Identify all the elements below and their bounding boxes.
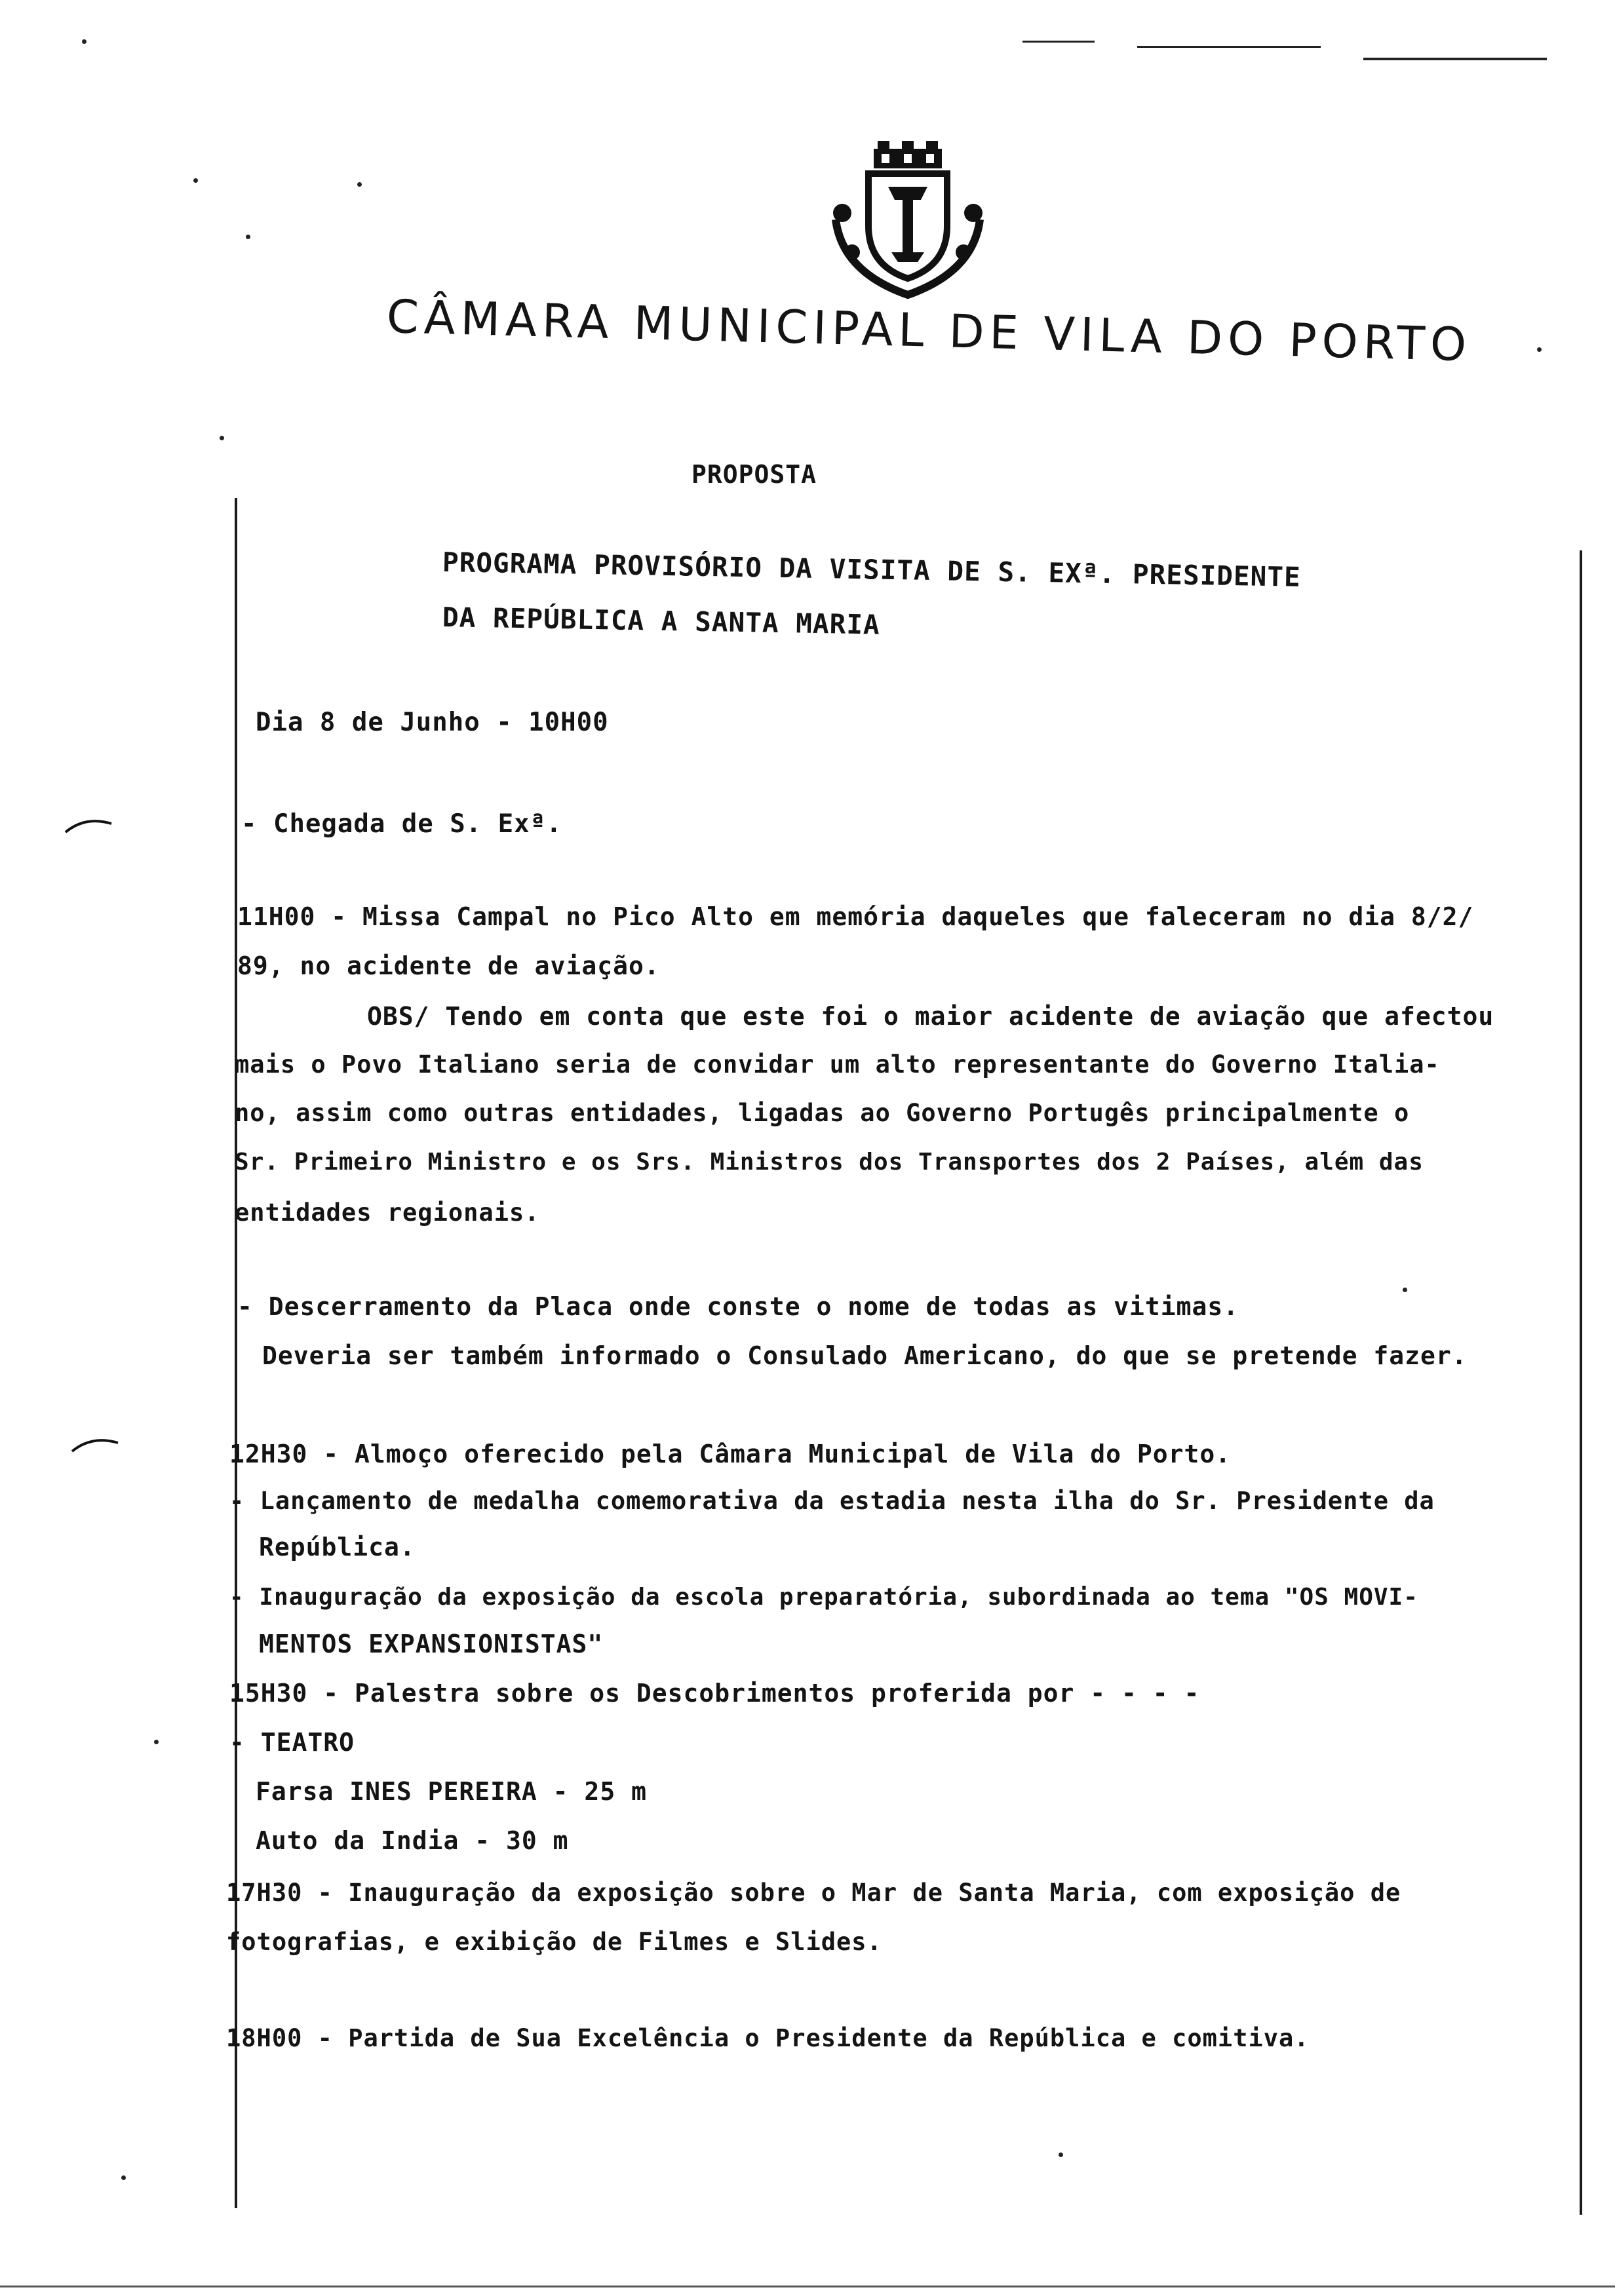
sea-exhibition-line-2: fotografias, e exibição de Filmes e Slides. xyxy=(226,1928,882,1956)
scan-speck xyxy=(357,182,362,187)
hole-punch-mark xyxy=(62,816,115,835)
scan-speck xyxy=(193,178,198,183)
program-title-line-1: PROGRAMA PROVISÓRIO DA VISITA DE S. EXª. PRESIDENTE xyxy=(442,546,1302,593)
institution-masthead: CÂMARA MUNICIPAL DE VILA DO PORTO xyxy=(385,290,1473,372)
observation-line-2: mais o Povo Italiano seria de convidar um alto representante do Governo Italia- xyxy=(235,1050,1440,1079)
observation-line-5: entidades regionais. xyxy=(235,1198,540,1227)
observation-line-3: no, assim como outras entidades, ligadas ao Governo Portugês principalmente o xyxy=(235,1099,1410,1127)
scan-speck xyxy=(220,436,224,440)
scan-speck xyxy=(121,2175,126,2180)
hole-punch-mark xyxy=(69,1435,121,1455)
medal-line-1: - Lançamento de medalha comemorativa da estadia nesta ilha do Sr. Presidente da xyxy=(229,1487,1435,1515)
municipal-coat-of-arms-icon xyxy=(823,141,993,301)
observation-line-1: OBS/ Tendo em conta que este foi o maior acidente de aviação que afectou xyxy=(367,1002,1494,1031)
scan-artifact-line xyxy=(1022,41,1095,43)
scan-speck xyxy=(246,235,250,239)
scan-speck xyxy=(1537,347,1542,352)
arrival-line: - Chegada de S. Exª. xyxy=(241,809,562,839)
scan-artifact-line xyxy=(1363,58,1547,60)
plaque-line-2: Deveria ser também informado o Consulado Americano, do que se pretende fazer. xyxy=(262,1341,1468,1370)
theatre-line: - TEATRO xyxy=(229,1728,355,1757)
auto-line: Auto da India - 30 m xyxy=(256,1826,569,1855)
departure-line: 18H00 - Partida de Sua Excelência o Presidente da República e comitiva. xyxy=(226,2024,1310,2052)
farsa-line: Farsa INES PEREIRA - 25 m xyxy=(256,1777,647,1806)
program-title-line-2: DA REPÚBLICA A SANTA MARIA xyxy=(442,602,881,641)
scan-speck xyxy=(154,1740,159,1744)
scan-speck xyxy=(1403,1288,1407,1292)
mass-line-2: 89, no acidente de aviação. xyxy=(237,951,660,980)
expo-line-2: MENTOS EXPANSIONISTAS" xyxy=(259,1630,604,1658)
right-margin-rule xyxy=(1580,550,1582,2215)
lecture-line: 15H30 - Palestra sobre os Descobrimentos proferida por - - - - xyxy=(229,1679,1200,1708)
mass-line-1: 11H00 - Missa Campal no Pico Alto em memória daqueles que faleceram no dia 8/2/ xyxy=(237,902,1474,931)
page-bottom-edge xyxy=(0,2286,1615,2287)
observation-line-4: Sr. Primeiro Ministro e os Srs. Ministros dos Transportes dos 2 Países, além das xyxy=(235,1149,1424,1176)
date-line: Dia 8 de Junho - 10H00 xyxy=(256,708,609,737)
lunch-line: 12H30 - Almoço oferecido pela Câmara Municipal de Vila do Porto. xyxy=(229,1440,1232,1468)
document-heading: PROPOSTA xyxy=(691,460,817,489)
scan-speck xyxy=(1059,2152,1063,2157)
sea-exhibition-line-1: 17H30 - Inauguração da exposição sobre o Mar de Santa Maria, com exposição de xyxy=(226,1879,1401,1907)
plaque-line-1: - Descerramento da Placa onde conste o nome de todas as vitimas. xyxy=(237,1292,1239,1321)
expo-line-1: - Inauguração da exposição da escola preparatória, subordinada ao tema "OS MOVI- xyxy=(229,1584,1418,1611)
scan-artifact-line xyxy=(1137,46,1321,48)
medal-line-2: República. xyxy=(259,1533,416,1561)
scan-speck xyxy=(82,39,87,44)
